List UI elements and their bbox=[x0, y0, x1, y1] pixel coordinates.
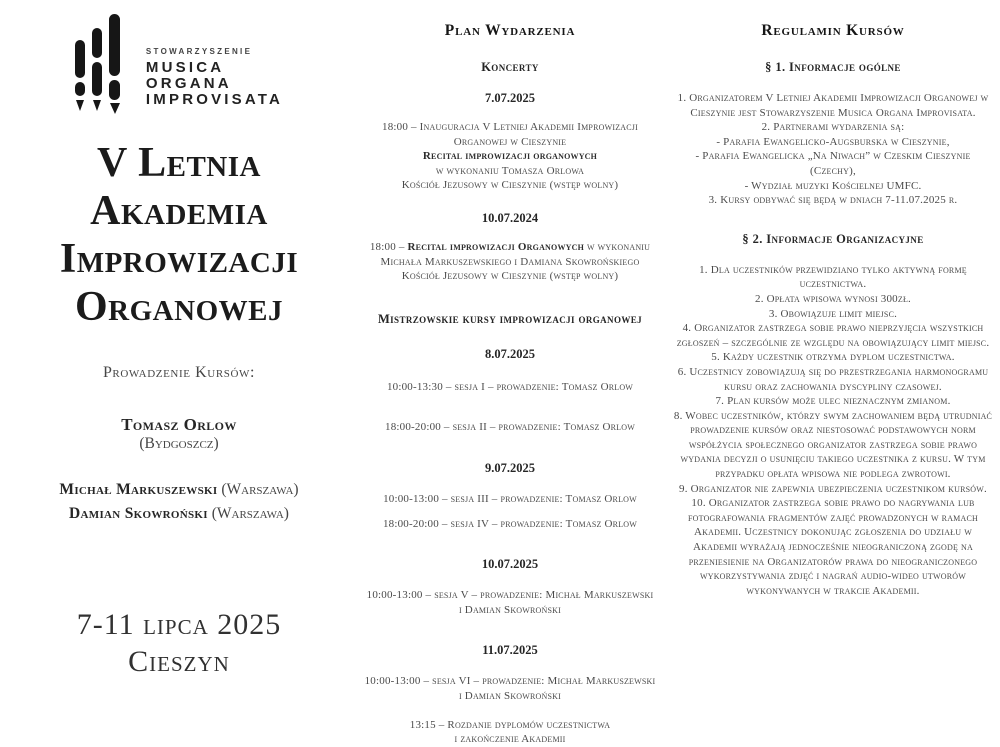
session bbox=[358, 718, 662, 747]
left-column bbox=[0, 0, 358, 707]
rules-section2 bbox=[672, 263, 994, 599]
lecturer-city: (Warszawa) bbox=[211, 505, 289, 522]
concert-details bbox=[358, 240, 662, 284]
session bbox=[358, 420, 662, 435]
concert-time: 18:00 – bbox=[369, 240, 408, 253]
lecturer-primary bbox=[0, 415, 358, 453]
session-line: 18:00-20:00 – sesja IV – prowadzenie: Tomasz Orlow bbox=[382, 517, 638, 530]
concert-recital-title: Recital improwizacji Organowych bbox=[407, 240, 585, 253]
lecturer-name: Tomasz Orlow bbox=[121, 415, 237, 434]
logo-association-label: STOWARZYSZENIE bbox=[145, 46, 253, 56]
concert-performers-intro: w wykonaniu bbox=[584, 240, 651, 253]
rule-item: 3. Obowiązuje limit miejsc. bbox=[768, 307, 898, 320]
rule-item: 9. Organizator nie zapewnia ubezpieczenia uczestnikom kursów. bbox=[679, 482, 987, 495]
session-date: 11.07.2025 bbox=[482, 643, 538, 658]
lecturer bbox=[0, 478, 358, 502]
lecturers-list bbox=[0, 478, 358, 526]
session-line: i zakończenie Akademii bbox=[454, 733, 566, 746]
rule-item: 10. Organizator zastrzega sobie prawo do nagrywania lub fotografowania fragmentów zajęć prowadzonych w ramach Akademii. Uczestnicy dokonując zgłoszenia do udziału w Akademii wyrażają jednocześnie nieograniczoną zgodę na przeniesienie na Organizatorów prawa do nieograniczonego wykorzystywania zdjęć i nagrań audio-wideo utworów wykonywanych w trakcie Akademii. bbox=[688, 497, 978, 597]
event-date-range: 7-11 lipca 2025 bbox=[76, 608, 282, 641]
logo-word-musica: MUSICA bbox=[145, 58, 225, 76]
session-date: 8.07.2025 bbox=[485, 346, 535, 361]
session-line: 18:00-20:00 – sesja II – prowadzenie: Tomasz Orlow bbox=[385, 421, 635, 434]
concerts-heading: Koncerty bbox=[481, 60, 539, 74]
rule-item: 5. Każdy uczestnik otrzyma dyplom uczestnictwa. bbox=[711, 351, 955, 364]
session-date: 9.07.2025 bbox=[485, 460, 535, 475]
session bbox=[358, 588, 662, 617]
concert-line: Kościół Jezusowy w Cieszynie (wstęp wolny) bbox=[401, 270, 619, 283]
rule-item: 6. Uczestnicy zobowiązują się do przestrzegania harmonogramu kursu oraz zachowania dyscypliny czasowej. bbox=[677, 365, 989, 393]
concert-line: 18:00 – Inauguracja V Letniej Akademii Improwizacji bbox=[382, 121, 638, 133]
session bbox=[358, 380, 662, 395]
plan-column bbox=[358, 0, 662, 746]
concert-line: Michała Markuszewskiego i Damiana Skowrońskiego bbox=[380, 255, 640, 268]
session-line: 10:00-13:00 – sesja VI – prowadzenie: Michał Markuszewski bbox=[364, 675, 656, 688]
rules-section1-heading: § 1. Informacje ogólne bbox=[765, 60, 901, 74]
lecturer-city: (Warszawa) bbox=[221, 481, 299, 498]
organ-pipes-icon bbox=[75, 14, 133, 114]
concert-line: w wykonaniu Tomasza Orlowa bbox=[435, 164, 585, 177]
rule-item: 3. Kursy odbywać się będą w dniach 7-11.07.2025 r. bbox=[708, 194, 958, 207]
concert-line: Kościół Jezusowy w Cieszynie (wstęp wolny) bbox=[401, 179, 619, 192]
rules-section1 bbox=[672, 91, 994, 208]
event-city: Cieszyn bbox=[128, 645, 230, 678]
rule-item: 1. Dla uczestników przewidziano tylko aktywną formę uczestnictwa. bbox=[699, 263, 967, 291]
concert-date: 10.07.2024 bbox=[481, 210, 539, 225]
concert-date: 7.07.2025 bbox=[485, 91, 535, 105]
session-line: i Damian Skowroński bbox=[458, 689, 562, 702]
logo-word-improvisata: IMPROVISATA bbox=[145, 90, 284, 108]
session-line: i Damian Skowroński bbox=[458, 603, 562, 616]
event-dates bbox=[0, 606, 358, 680]
event-title-line-2: Akademia bbox=[90, 188, 268, 234]
concert-details bbox=[358, 120, 662, 193]
concert-line: Organowej w Cieszynie bbox=[453, 135, 567, 148]
lecturer-name: Damian Skowroński bbox=[69, 505, 208, 522]
event-title-line-3: Improwizacji bbox=[59, 236, 299, 282]
session-line: 10:00-13:00 – sesja III – prowadzenie: Tomasz Orlow bbox=[383, 492, 637, 505]
rule-item: 8. Wobec uczestników, którzy swym zachowaniem będą utrudniać prowadzenie kursów oraz niestosować podstawowych norm współżycia społecznego organizator zastrzega sobie prawo wydania decyzji o usunięciu takiego uczestnika z kursu. W tym przypadku opłata wpisowa nie podlega zwrotowi. bbox=[673, 409, 993, 481]
rule-item: 4. Organizator zastrzega sobie prawo nieprzyjęcia wszystkich zgłoszeń – szczególnie ze względu na obowiązujący limit miejsc. bbox=[676, 322, 990, 349]
lecturer bbox=[0, 502, 358, 526]
session-date: 10.07.2025 bbox=[481, 557, 539, 572]
concert-line bbox=[358, 240, 662, 255]
session bbox=[358, 674, 662, 703]
rule-item: 7. Plan kursów może ulec nieznacznym zmianom. bbox=[715, 395, 951, 408]
plan-title: Plan Wydarzenia bbox=[444, 22, 576, 39]
logo-text bbox=[146, 21, 283, 108]
session bbox=[358, 492, 662, 507]
event-title bbox=[0, 139, 358, 331]
rule-item: 2. Partnerami wydarzenia są: bbox=[761, 121, 905, 134]
session-line: 10:00-13:00 – sesja V – prowadzenie: Michał Markuszewski bbox=[366, 589, 654, 602]
rule-item: 1. Organizatorem V Letniej Akademii Improwizacji Organowej w Cieszynie jest Stowarzyszenie Musica Organa Improvisata. bbox=[677, 92, 989, 119]
courses-heading: Mistrzowskie kursy improwizacji organowej bbox=[377, 311, 643, 326]
lecturers-label: Prowadzenie Kursów: bbox=[102, 364, 256, 381]
rule-item: - Parafia Ewangelicka „Na Niwach” w Czeskim Cieszynie (Czechy), bbox=[695, 150, 971, 177]
session-line: 13:15 – Rozdanie dyplomów uczestnictwa bbox=[409, 718, 611, 731]
rules-title: Regulamin Kursów bbox=[761, 22, 905, 39]
rules-column bbox=[672, 0, 994, 707]
rule-item: - Wydział muzyki Kościelnej UMFC. bbox=[744, 179, 922, 192]
session bbox=[358, 517, 662, 532]
event-title-line-4: Organowej bbox=[75, 284, 283, 330]
lecturer-city: (Bydgoszcz) bbox=[139, 435, 219, 452]
lecturer-name: Michał Markuszewski bbox=[59, 481, 218, 498]
rule-item: - Parafia Ewangelicko-Augsburska w Cieszynie, bbox=[716, 135, 950, 148]
rule-item: 2. Opłata wpisowa wynosi 300zł. bbox=[755, 292, 911, 305]
logo bbox=[0, 14, 358, 114]
session-line: 10:00-13:30 – sesja I – prowadzenie: Tomasz Orlow bbox=[386, 380, 634, 393]
rules-section2-heading: § 2. Informacje Organizacyjne bbox=[742, 231, 924, 246]
concert-recital-title: Recital improwizacji organowych bbox=[422, 150, 598, 163]
logo-word-organa: ORGANA bbox=[145, 74, 232, 92]
event-title-line-1: V Letnia bbox=[97, 140, 261, 186]
